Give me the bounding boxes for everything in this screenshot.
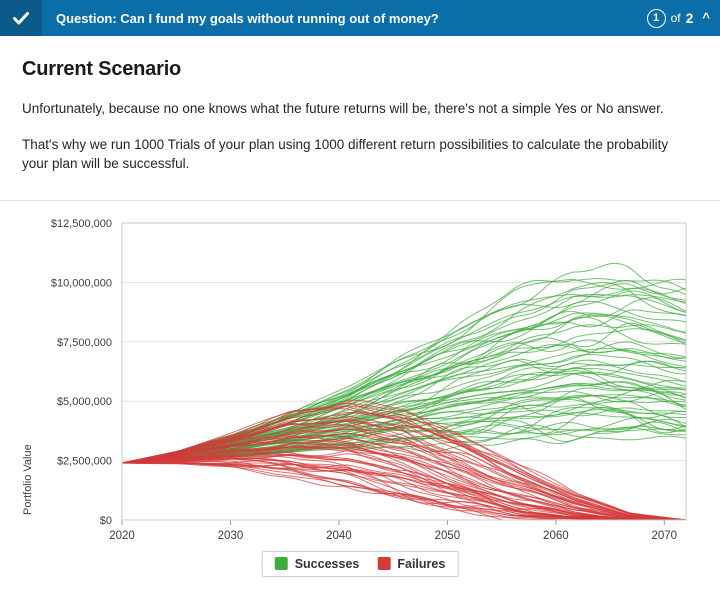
chart-legend: [262, 551, 459, 577]
y-axis-title: Portfolio Value: [22, 443, 34, 515]
pager-of-label: of: [670, 11, 681, 25]
question-header-bar[interactable]: [0, 0, 720, 36]
svg-text:2020: 2020: [109, 529, 135, 542]
svg-text:$7,500,000: $7,500,000: [56, 336, 112, 349]
svg-text:2060: 2060: [543, 529, 569, 542]
chart-plot-area: [0, 215, 720, 545]
svg-text:2050: 2050: [434, 529, 461, 542]
svg-text:$12,500,000: $12,500,000: [50, 217, 112, 230]
intro-paragraph-1: Unfortunately, because no one knows what the future returns will be, there's not a simple Yes or No answer.: [22, 101, 664, 116]
svg-text:2040: 2040: [326, 529, 352, 542]
legend-item-successes[interactable]: [275, 557, 360, 571]
svg-text:$5,000,000: $5,000,000: [56, 395, 112, 408]
current-page-indicator: 1: [647, 9, 666, 28]
legend-swatch-successes: [275, 557, 288, 570]
intro-paragraph-2: That's why we run 1000 Trials of your plan using 1000 different return possibilities to calculate the probability your plan will be successful.: [22, 136, 669, 172]
chevron-up-icon[interactable]: ^: [702, 9, 710, 25]
svg-text:2030: 2030: [217, 529, 244, 542]
question-title: Question: Can I fund my goals without running out of money?: [56, 10, 439, 26]
legend-label-successes: Successes: [294, 556, 360, 571]
svg-text:$10,000,000: $10,000,000: [50, 277, 112, 290]
monte-carlo-trials-chart: [0, 215, 720, 545]
svg-text:2070: 2070: [651, 529, 678, 542]
legend-swatch-failures: [377, 557, 390, 570]
check-icon: [0, 0, 42, 36]
legend-label-failures: Failures: [397, 556, 446, 571]
content-area: [0, 58, 720, 174]
svg-text:$2,500,000: $2,500,000: [56, 455, 112, 468]
question-pager: [647, 9, 720, 28]
total-pages-label: 2: [685, 10, 694, 26]
page-title: Current Scenario: [22, 58, 182, 80]
legend-item-failures[interactable]: [377, 557, 445, 571]
svg-text:$0: $0: [99, 514, 112, 527]
monte-carlo-chart-panel: [0, 200, 720, 585]
